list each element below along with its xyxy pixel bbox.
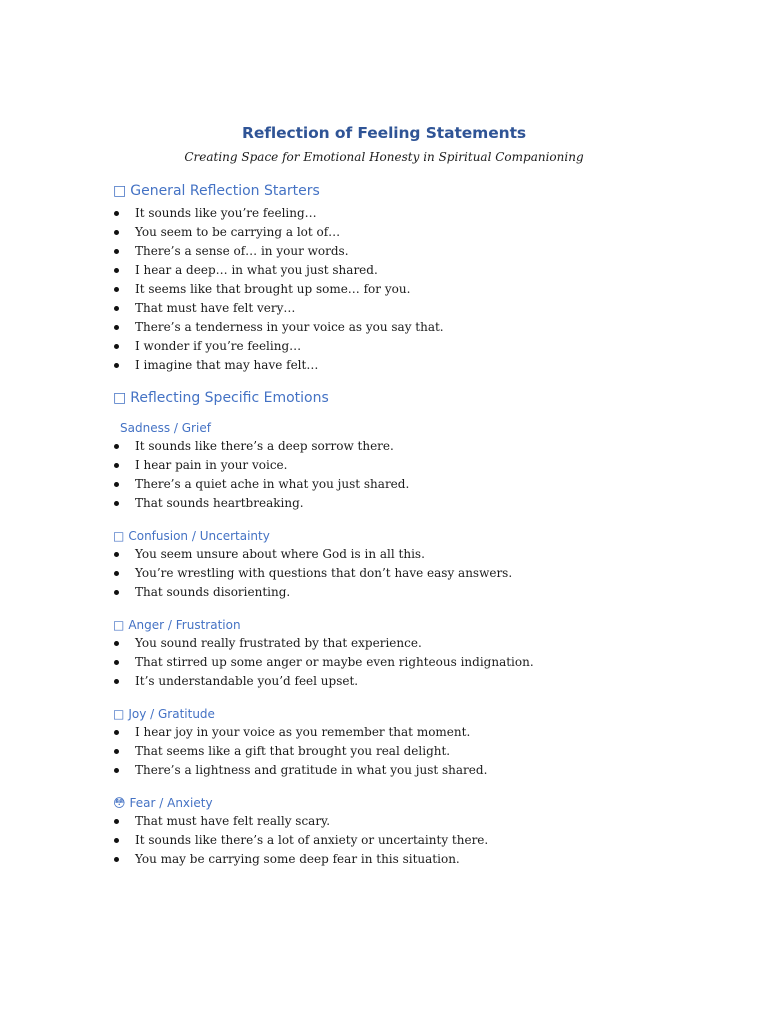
section-heading-label: General Reflection Starters (130, 183, 320, 199)
section-heading-label: Reflecting Specific Emotions (130, 390, 329, 406)
subsection-heading-label: Sadness / Grief (120, 421, 211, 435)
list-item: It sounds like you’re feeling… (113, 204, 693, 223)
list-item: There’s a tenderness in your voice as you say that. (113, 318, 693, 337)
list-item: You sound really frustrated by that experience. (113, 634, 693, 653)
subsection-heading-fear (113, 794, 693, 812)
list-item: It sounds like there’s a lot of anxiety or uncertainty there. (113, 831, 693, 850)
list-item: There’s a sense of… in your words. (113, 242, 693, 261)
anger-list (113, 634, 693, 691)
subsection-heading-joy (113, 705, 693, 723)
subsection-heading-label: Anger / Frustration (128, 618, 241, 632)
document-body (113, 178, 693, 869)
document-title: Reflection of Feeling Statements (241, 124, 527, 142)
list-item: I wonder if you’re feeling… (113, 337, 693, 356)
list-item: That sounds disorienting. (113, 583, 693, 602)
placeholder-glyph-icon: □ (113, 529, 125, 543)
list-item: That seems like a gift that brought you real delight. (113, 742, 693, 761)
list-item: I hear a deep… in what you just shared. (113, 261, 693, 280)
subsection-heading-sadness (113, 419, 693, 437)
section-heading-specific-emotions (113, 385, 693, 411)
list-item: There’s a quiet ache in what you just shared. (113, 475, 693, 494)
list-item: That must have felt very… (113, 299, 693, 318)
confusion-list (113, 545, 693, 602)
list-item: I hear pain in your voice. (113, 456, 693, 475)
flushed-face-icon: 😳 (113, 796, 126, 810)
fear-list (113, 812, 693, 869)
subsection-heading-anger (113, 616, 693, 634)
list-item: That sounds heartbreaking. (113, 494, 693, 513)
list-item: That must have felt really scary. (113, 812, 693, 831)
list-item: You seem unsure about where God is in all this. (113, 545, 693, 564)
list-item: It sounds like there’s a deep sorrow there. (113, 437, 693, 456)
placeholder-glyph-icon: □ (113, 707, 125, 721)
subsection-heading-confusion (113, 527, 693, 545)
subsection-heading-label: Confusion / Uncertainty (128, 529, 270, 543)
list-item: You seem to be carrying a lot of… (113, 223, 693, 242)
list-item: There’s a lightness and gratitude in what you just shared. (113, 761, 693, 780)
subsection-heading-label: Joy / Gratitude (128, 707, 215, 721)
placeholder-glyph-icon: □ (113, 390, 127, 406)
document-subtitle: Creating Space for Emotional Honesty in Spiritual Companioning (184, 150, 584, 164)
list-item: It’s understandable you’d feel upset. (113, 672, 693, 691)
placeholder-glyph-icon: □ (113, 618, 125, 632)
list-item: I hear joy in your voice as you remember that moment. (113, 723, 693, 742)
subsection-heading-label: Fear / Anxiety (129, 796, 213, 810)
list-item: I imagine that may have felt… (113, 356, 693, 375)
section-heading-general-starters (113, 178, 693, 204)
list-item: That stirred up some anger or maybe even righteous indignation. (113, 653, 693, 672)
list-item: You may be carrying some deep fear in this situation. (113, 850, 693, 869)
joy-list (113, 723, 693, 780)
placeholder-glyph-icon: □ (113, 183, 127, 199)
general-starters-list (113, 204, 693, 375)
list-item: You’re wrestling with questions that don’t have easy answers. (113, 564, 693, 583)
sadness-list (113, 437, 693, 513)
list-item: It seems like that brought up some… for you. (113, 280, 693, 299)
